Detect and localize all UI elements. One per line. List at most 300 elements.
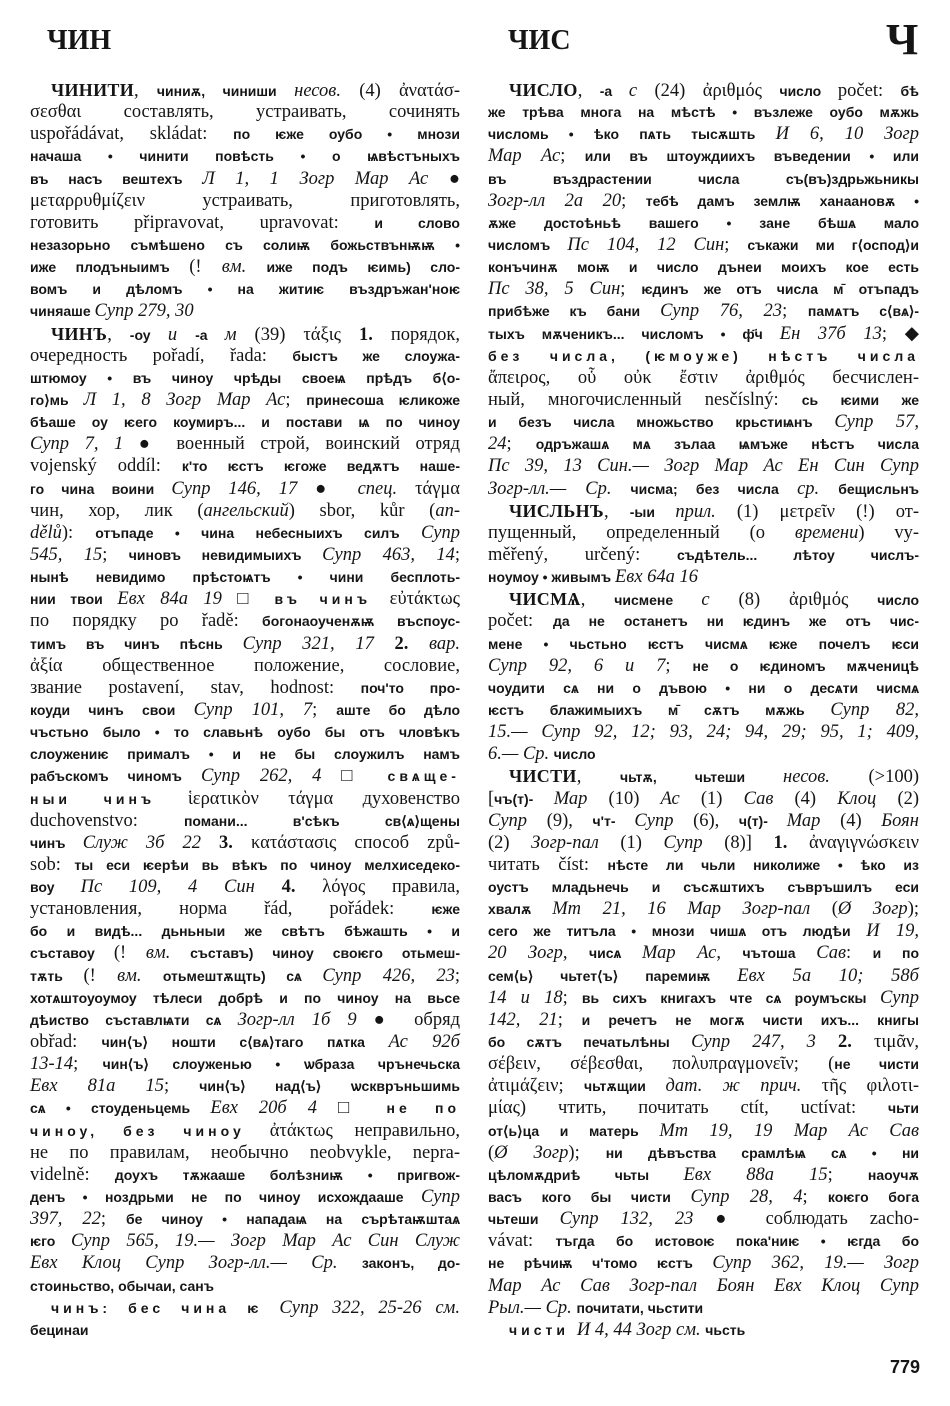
right-column: [488, 79, 919, 1341]
gloss-text: ἄπειρος, οὗ οὐκ ἔστιν ἀριθμός бесчислен-: [488, 367, 919, 388]
gloss-text: κατάστασις способ způ-: [250, 832, 460, 853]
church-slavonic-text: числомъ: [488, 236, 568, 253]
church-slavonic-text: нии твои: [30, 591, 118, 608]
gloss-text: порядок,: [390, 324, 460, 345]
church-slavonic-text: дѣиство съставлѩти сѧ: [30, 1011, 238, 1028]
church-slavonic-text: или въ штоуждиихъ въведении • или: [584, 148, 919, 165]
source-reference: Рыл.— Ср.: [488, 1297, 577, 1318]
text-line: [30, 168, 460, 190]
source-reference: Супр: [420, 522, 460, 543]
gloss-text: ,: [134, 81, 157, 101]
gloss-text: (9),: [546, 810, 593, 831]
source-reference: прил.: [675, 501, 737, 522]
text-line: [488, 633, 919, 655]
source-reference: Супр 132, 23: [559, 1209, 716, 1230]
source-reference: ангельский: [203, 500, 289, 521]
church-slavonic-text: чисѧ: [588, 945, 643, 962]
text-line: [30, 1252, 460, 1274]
gloss-text: vojenský oddíl:: [30, 456, 182, 477]
church-slavonic-text: вомъ и дѣломъ • на житиѥ въздръжан'ноѥ: [30, 281, 460, 298]
text-line: [488, 942, 919, 964]
gloss-text: ● обряд: [373, 1009, 461, 1030]
source-reference: Евх 81а 15: [30, 1076, 165, 1097]
text-line: [488, 832, 919, 854]
spaced-church-slavonic-text: чиноу, без чиноу: [30, 1122, 270, 1139]
source-reference: Супр 362, 19.— Зогр: [712, 1253, 919, 1274]
source-reference: И 6, 10 Зогр: [775, 124, 919, 145]
gloss-text: τῆς φιλοτι-: [821, 1076, 919, 1097]
gloss-text: λόγος правила,: [322, 877, 461, 898]
source-reference: Мар Ас: [642, 943, 717, 964]
page-number: 779: [889, 1357, 920, 1377]
gloss-text: (4): [840, 810, 882, 831]
gloss-text: (: [831, 899, 838, 920]
text-line: [30, 765, 460, 787]
gloss-text: obřad:: [30, 1032, 102, 1053]
church-slavonic-text: бѣ: [900, 83, 920, 99]
gloss-text: ) sbor, kůr (: [288, 500, 436, 521]
text-line: [488, 234, 919, 256]
gloss-text: :: [846, 943, 873, 964]
church-slavonic-text: съкажи ми г⟨оспод⟩и: [747, 236, 919, 253]
church-slavonic-text: начаша • чинити повѣсть • о ѩвѣстъныхъ: [30, 148, 460, 165]
church-slavonic-text: хвалѫ: [488, 901, 553, 918]
church-slavonic-text: и слово: [374, 214, 460, 231]
text-line: [488, 1186, 919, 1208]
gloss-text: ;: [782, 301, 808, 322]
source-reference: Евх 84а 19: [117, 589, 238, 610]
text-line: [30, 1031, 460, 1053]
text-line: [30, 677, 460, 699]
gloss-text: );: [568, 1142, 606, 1163]
text-line: [30, 345, 460, 367]
gloss-text: ,: [562, 943, 589, 964]
gloss-text: ;: [620, 279, 642, 300]
gloss-text: ;: [454, 965, 460, 986]
gloss-text: (1): [620, 832, 664, 853]
gloss-text: ,: [576, 767, 620, 788]
source-reference: несов.: [294, 81, 360, 101]
source-reference: Супр 279, 30: [94, 301, 194, 322]
source-reference: вм.: [117, 965, 163, 986]
source-reference: Мар Ас: [488, 146, 561, 167]
church-slavonic-text: отьмештѫщть) сѧ: [162, 967, 323, 984]
text-line: [488, 256, 919, 278]
source-reference: dělů: [30, 522, 62, 543]
gloss-text: (!: [83, 965, 118, 986]
source-reference: Мт 19, 19 Мар Ас Сав: [659, 1120, 919, 1141]
gloss-text: читать číst:: [488, 854, 608, 875]
source-reference: Пс 38, 5 Син: [488, 279, 621, 300]
text-line: [488, 145, 919, 167]
source-reference: Супр 322, 25-26 см.: [279, 1297, 460, 1318]
source-reference: Пс 104, 12 Син: [567, 234, 725, 255]
running-head-center: ЧИС: [508, 25, 571, 56]
text-line: [488, 212, 919, 234]
gloss-text: (!: [189, 257, 222, 278]
church-slavonic-text: ѥстъ блажимыихъ м̄ сѫтъ мѫжь: [488, 701, 831, 718]
text-line: [30, 810, 460, 832]
spaced-church-slavonic-text: ныи чинъ: [30, 790, 188, 807]
church-slavonic-text: поч'то про-: [360, 679, 460, 696]
source-reference: времени: [794, 522, 859, 543]
church-slavonic-text: чьтеши: [488, 1211, 560, 1228]
text-line: [30, 1053, 460, 1075]
source-reference: вар.: [428, 633, 460, 654]
text-line: [488, 965, 919, 987]
church-slavonic-text: вь сихъ книгахъ чте сѧ роумъскы: [581, 989, 880, 1006]
church-slavonic-text: наоучѫ: [867, 1166, 919, 1183]
text-line: [30, 633, 460, 655]
gloss-text: ;: [562, 987, 582, 1008]
text-line: [30, 367, 460, 389]
church-slavonic-text: тебѣ дамъ землѭ ханаановѫ •: [645, 192, 920, 209]
source-reference: Супр: [879, 987, 920, 1008]
sense-number: 2.: [394, 633, 429, 654]
gloss-text: (2): [488, 832, 532, 853]
text-line: [488, 300, 919, 322]
church-slavonic-text: ѥго: [30, 1233, 71, 1250]
church-slavonic-text: тѫть: [30, 967, 84, 984]
source-reference: 24: [488, 434, 507, 455]
church-slavonic-text: чьтѫщии: [583, 1078, 666, 1095]
text-line: [488, 1252, 919, 1274]
source-reference: Мар: [553, 788, 609, 809]
gloss-text: ,: [577, 81, 600, 101]
text-line: [30, 788, 460, 810]
gloss-text: sob:: [30, 854, 75, 875]
text-line: [30, 101, 460, 123]
gloss-text: (!: [113, 943, 146, 964]
gloss-text: ,: [580, 590, 615, 611]
gloss-text: □: [337, 1098, 387, 1119]
source-reference: 397, 22: [30, 1209, 101, 1230]
source-reference: Евх 20б 4: [210, 1098, 338, 1119]
source-reference: Евх 88а 15: [683, 1164, 828, 1185]
text-line: [30, 278, 460, 300]
source-reference: Супр 262, 4: [200, 766, 342, 787]
text-line: [488, 1164, 919, 1186]
church-slavonic-text: го чина воини: [30, 480, 172, 497]
gloss-text: □: [341, 766, 388, 787]
church-slavonic-text: числомь • ѣко пѧть тысѫшть: [488, 126, 776, 143]
church-slavonic-text: быстъ же слоужа-: [292, 347, 461, 364]
text-line: [30, 411, 460, 433]
text-line: [488, 79, 919, 101]
source-reference: Ас 92б: [388, 1032, 460, 1053]
church-slavonic-text: васъ кого бы чисти: [488, 1189, 691, 1206]
text-line: [30, 1120, 460, 1142]
gloss-text: ● военный строй, воинский отряд: [138, 434, 460, 455]
church-slavonic-text: въ насъ вештехъ: [30, 170, 203, 187]
spaced-church-slavonic-text: чинъ: бес чина ѥ: [51, 1299, 280, 1316]
church-slavonic-text: число: [877, 592, 920, 609]
gloss-text: ,: [603, 501, 630, 522]
text-line: [488, 743, 919, 765]
headword: ЧИНЪ: [51, 323, 108, 344]
text-line: [30, 544, 460, 566]
gloss-text: (10): [608, 788, 661, 809]
source-reference: Супр 146, 17: [171, 478, 316, 499]
text-line: [30, 79, 460, 101]
source-reference: дат. ж прич.: [665, 1076, 822, 1097]
text-line: [488, 1097, 919, 1119]
source-reference: 6.— Ср.: [488, 744, 554, 765]
source-reference: Л 1, 8 Зогр Мар Ас: [83, 389, 286, 410]
gloss-text: по порядку po řadě:: [30, 611, 263, 632]
source-reference: 545, 15: [30, 544, 103, 565]
source-reference: Сав: [816, 943, 847, 964]
text-line: [488, 1297, 919, 1319]
text-line: [488, 168, 919, 190]
text-line: [30, 1097, 460, 1119]
gloss-text: εὐτάκτως: [389, 589, 460, 610]
church-slavonic-text: незазорьно съмѣшено съ солиѭ божьствънѭѭ •: [30, 236, 460, 253]
church-slavonic-text: ноумоу • живымъ: [488, 569, 615, 586]
gloss-text: ἀξία общественное положение, сословие,: [30, 655, 460, 676]
headword: ЧИСМѦ: [509, 589, 581, 610]
text-line: [488, 588, 919, 610]
text-line: [30, 1230, 460, 1252]
church-slavonic-text: иже плодъныимъ: [30, 259, 190, 276]
text-line: [30, 234, 460, 256]
gloss-text: ;: [102, 544, 129, 565]
source-reference: несов.: [783, 767, 869, 788]
church-slavonic-text: съставъ) чиноу своѥго отьмеш-: [190, 945, 461, 962]
gloss-text: uspořádávat, skládat:: [30, 124, 234, 145]
text-line: [488, 788, 919, 810]
text-line: [488, 854, 919, 876]
text-line: [488, 455, 919, 477]
sense-number: 2.: [838, 1032, 874, 1053]
church-slavonic-text: бецинаи: [30, 1321, 89, 1338]
gloss-text: (: [488, 1142, 495, 1163]
source-reference: Супр: [488, 810, 547, 831]
church-slavonic-text: иже подъ ѥимь) сло-: [266, 259, 460, 276]
source-reference: Сав: [743, 788, 795, 809]
church-slavonic-text: почитати, чьстити: [576, 1299, 704, 1316]
gloss-text: ):: [61, 522, 96, 543]
source-reference: Евх 64а 16: [614, 567, 699, 588]
church-slavonic-text: бѣаше оу ѥего коумиръ... и постави ѩ по чиноу: [30, 414, 460, 431]
church-slavonic-text: чътоша: [742, 945, 817, 962]
church-slavonic-text: чиняаше: [30, 303, 95, 320]
church-slavonic-text: прибѣже къ бани: [488, 303, 661, 320]
left-column: [30, 79, 460, 1341]
text-line: [488, 987, 919, 1009]
gloss-text: пущенный, определенный (о: [488, 522, 795, 543]
church-slavonic-text: ч(т)-: [738, 812, 787, 829]
gloss-text: ;: [621, 190, 646, 211]
source-reference: Супр: [420, 1187, 460, 1208]
gloss-text: ;: [73, 1054, 103, 1075]
church-slavonic-text: -а: [599, 83, 629, 99]
church-slavonic-text: чиновъ невидимыихъ: [128, 546, 323, 563]
gloss-text: ;: [665, 655, 693, 676]
text-line: [488, 655, 919, 677]
source-reference: Зогр-пал: [531, 832, 621, 853]
gloss-text: ●: [448, 168, 460, 189]
text-line: [30, 1319, 460, 1341]
source-reference: Боян: [881, 810, 919, 831]
gloss-text: ;: [802, 1187, 828, 1208]
text-line: [488, 1009, 919, 1031]
gloss-text: μεταρρυθμίζειν устраивать, приготовлять,: [30, 190, 460, 211]
church-slavonic-text: ты еси ѥерѣи вь вѣкъ по чиноу мелхиседеко-: [74, 856, 460, 873]
spaced-church-slavonic-text: свѧще-: [387, 768, 460, 785]
church-slavonic-text: число: [779, 83, 838, 99]
church-slavonic-text: к'то ѥстъ ѥгоже ведѫтъ наше-: [181, 458, 460, 475]
gloss-text: ,: [716, 943, 743, 964]
gloss-text: ;: [164, 1076, 200, 1097]
source-reference: Супр 565, 19.— Зогр Мар Ас Син Служ: [70, 1231, 460, 1252]
gloss-text: ;: [827, 1164, 868, 1185]
church-slavonic-text: нѣсте ли чьли николиже • ѣко из: [607, 856, 919, 873]
source-reference: Супр 426, 23: [322, 965, 455, 986]
source-reference: Супр 463, 14: [322, 544, 455, 565]
church-slavonic-text: чъ(т)-: [494, 790, 554, 807]
source-reference: Пс 39, 13 Син.— Зогр Мар Ас Ен Син Супр: [488, 456, 919, 477]
church-slavonic-text: мене • чьстьно ѥстъ чисмѧ ѥже почелъ ѥси: [488, 635, 919, 652]
text-line: [488, 478, 919, 500]
gloss-text: (1) μετρεῖν (!) от-: [736, 501, 919, 522]
source-reference: 142, 21: [488, 1009, 558, 1030]
church-slavonic-text: сем⟨ь⟩ чьтет⟨ъ⟩ паремиѭ: [488, 967, 738, 984]
gloss-text: ;: [312, 699, 337, 720]
source-reference: Ø Зогр: [837, 899, 908, 920]
source-reference: Л 1, 1 Зогр Мар Ас: [202, 168, 449, 189]
church-slavonic-text: -ыи: [629, 503, 676, 520]
text-line: [30, 876, 460, 898]
text-line: [488, 699, 919, 721]
church-slavonic-text: одръжашѧ мѧ зълаа ѩмъже нѣстъ числа: [535, 436, 920, 453]
gloss-text: počet:: [837, 81, 901, 101]
church-slavonic-text: число: [553, 746, 596, 763]
church-slavonic-text: цѣломѫдриѣ чьты: [488, 1166, 684, 1183]
source-reference: Евх 5а 10; 58б: [737, 965, 919, 986]
church-slavonic-text: бо и видѣ... дьньныи же свѣтъ бѣжашть • и: [30, 923, 460, 940]
source-reference: Супр: [634, 810, 694, 831]
church-slavonic-text: ни дѣвъства срамлѣѩ сѧ • ни: [605, 1144, 919, 1161]
text-line: [30, 1142, 460, 1164]
gloss-text: ;: [560, 146, 585, 167]
text-line: [488, 1053, 919, 1075]
source-reference: Супр 92, 6 и 7: [488, 655, 666, 676]
text-line: [488, 433, 919, 455]
source-reference: Супр 82,: [830, 699, 919, 720]
source-reference: Ен 37б 13: [779, 323, 882, 344]
text-line: [30, 1186, 460, 1208]
church-slavonic-text: денъ • ноздрьми не по чиноу исхождааше: [30, 1189, 421, 1206]
text-line: [30, 123, 460, 145]
text-line: [30, 987, 460, 1009]
headword: ЧИНИТИ: [51, 80, 135, 100]
source-reference: Супр 7, 1: [30, 434, 139, 455]
text-line: [30, 1164, 460, 1186]
source-reference: Мт 21, 16 Мар Зогр-пал: [552, 899, 832, 920]
text-line: [30, 389, 460, 411]
church-slavonic-text: чин⟨ъ⟩ слоуженью • ѡбраза чрънечьска: [102, 1056, 460, 1073]
text-line: [30, 920, 460, 942]
church-slavonic-text: -оу: [129, 326, 168, 343]
gloss-text: ● соблюдать zacho-: [715, 1209, 919, 1230]
headword: ЧИСЛО: [509, 80, 578, 100]
church-slavonic-text: да не останетъ ни ѥдинъ же отъ чис-: [552, 613, 920, 630]
text-line: [488, 345, 919, 367]
church-slavonic-text: по ѥже оубо • мнози: [233, 126, 460, 143]
church-slavonic-text: конъчинѫ моѭ и число дънеи моихъ кое есть: [488, 259, 919, 276]
gloss-text: duchovenstvo:: [30, 810, 184, 831]
church-slavonic-text: чоудити сѧ ни о дъвою • ни о десѧти чисмѧ: [488, 679, 919, 696]
gloss-text: videlně:: [30, 1164, 115, 1185]
text-line: [488, 610, 919, 632]
church-slavonic-text: чьтѫ, чьтеши: [620, 769, 784, 786]
section-letter: Ч: [886, 15, 919, 64]
gloss-text: чин, хор, лик (: [30, 500, 204, 521]
church-slavonic-text: ѥдинъ же отъ числа м̄ отъпадъ: [641, 281, 920, 298]
church-slavonic-text: го⟩мь: [30, 391, 84, 408]
text-line: [488, 1142, 919, 1164]
running-head-left: ЧИН: [47, 25, 112, 56]
source-reference: Супр 247, 3: [691, 1032, 839, 1053]
text-line: [30, 1297, 460, 1319]
gloss-text: не по правилам, необычно neobvykle, nepra-: [30, 1142, 460, 1163]
church-slavonic-text: от⟨ь⟩ца и матерь: [488, 1122, 660, 1139]
gloss-text: ;: [454, 544, 461, 565]
church-slavonic-text: стоиньство, обычаи, санъ: [30, 1277, 214, 1294]
text-line: [488, 278, 919, 300]
text-line: [488, 1275, 919, 1297]
gloss-text: ный, многочисленный nesčíslný:: [488, 389, 802, 410]
text-line: [488, 765, 919, 787]
church-slavonic-text: тыхъ мѫченикъ... числомъ • ф҃ч: [488, 325, 780, 342]
church-slavonic-text: чисмене: [614, 592, 702, 609]
text-line: [488, 677, 919, 699]
text-line: [30, 522, 460, 544]
church-slavonic-text: аште бо дѣло: [336, 701, 460, 718]
text-line: [488, 721, 919, 743]
text-line: [30, 610, 460, 632]
sense-number: 1.: [773, 832, 809, 853]
text-line: [30, 965, 460, 987]
church-slavonic-text: помани... в'сѣкъ св⟨ѧ⟩щены: [183, 812, 460, 829]
church-slavonic-text: бе чиноу • нападаѩ на сърѣтаѭштаѧ: [125, 1211, 461, 1228]
source-reference: Супр 321, 17: [242, 633, 395, 654]
church-slavonic-text: чиниѫ, чиниши: [156, 83, 295, 99]
source-reference: Ас: [660, 788, 701, 809]
source-reference: с: [701, 590, 739, 611]
gloss-text: (4) ἀνατάσ-: [359, 81, 460, 101]
source-reference: 14 и 18: [488, 987, 563, 1008]
source-reference: Супр 28, 4: [690, 1187, 803, 1208]
gloss-text: (24) ἀριθμός: [654, 81, 780, 101]
text-line: [30, 323, 460, 345]
text-line: [488, 1319, 919, 1341]
gloss-text: (>100): [868, 767, 920, 788]
text-line: [488, 1208, 919, 1230]
text-line: [488, 500, 919, 522]
source-reference: Пс 109, 4 Син: [80, 877, 282, 898]
gloss-text: ) vy-: [858, 522, 920, 543]
gloss-text: počet:: [488, 611, 553, 632]
spaced-church-slavonic-text: не по: [386, 1100, 461, 1117]
text-line: [30, 478, 460, 500]
text-line: [30, 832, 460, 854]
gloss-text: [: [488, 788, 495, 809]
gloss-text: ;: [100, 1209, 126, 1230]
gloss-text: (8)]: [724, 832, 774, 853]
gloss-text: (39) τάξις: [254, 324, 359, 345]
